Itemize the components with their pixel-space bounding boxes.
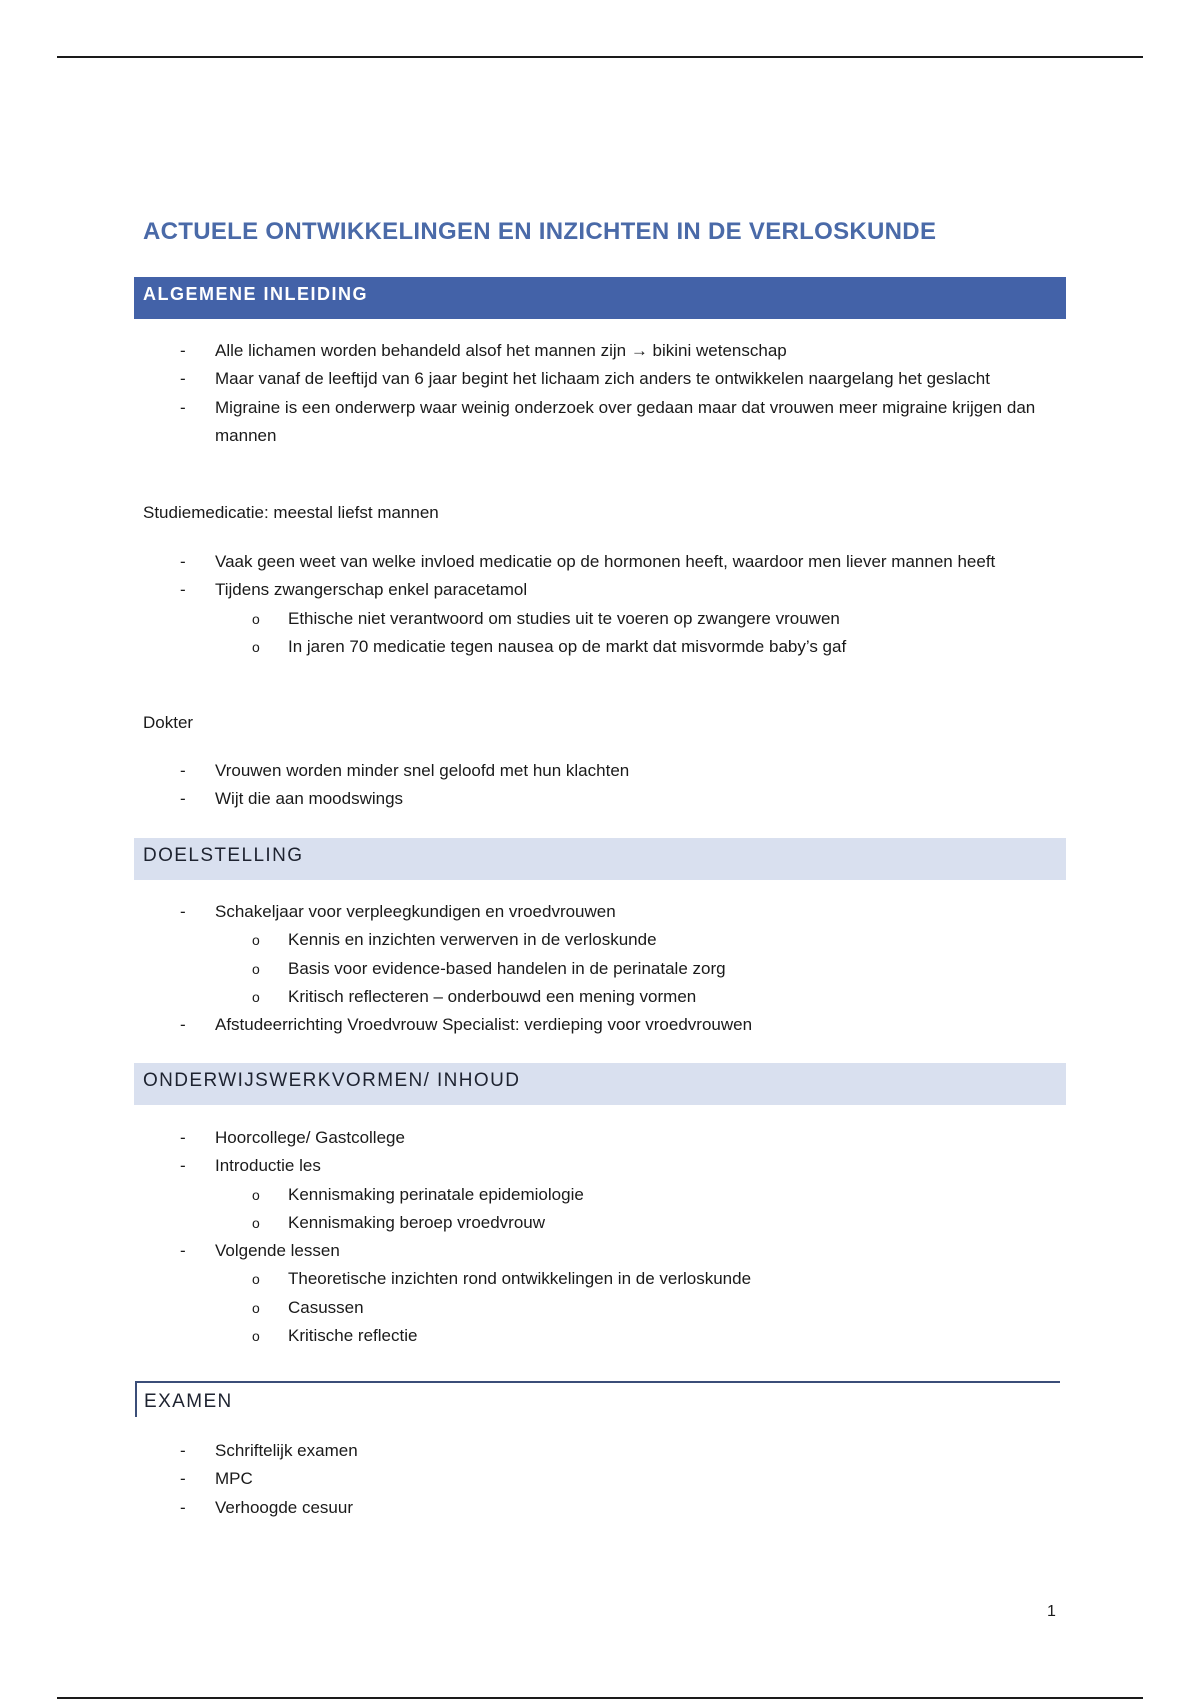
sub-list-item: o Basis voor evidence-based handelen in de perinatale zorg xyxy=(0,955,1200,983)
dash-bullet: - xyxy=(180,369,186,389)
circle-bullet: o xyxy=(252,1299,260,1316)
dash-bullet: - xyxy=(180,552,186,571)
studiemedicatie-list xyxy=(0,548,1200,661)
list-item: - Introductie les xyxy=(0,1152,1200,1180)
onderwijs-list xyxy=(0,1124,1200,1350)
circle-bullet: o xyxy=(252,638,260,655)
list-item: - Vaak geen weet van welke invloed medicatie op de hormonen heeft, waardoor men liever mannen heeft xyxy=(0,548,1200,576)
dash-bullet: - xyxy=(180,1128,186,1147)
list-item: - Maar vanaf de leeftijd van 6 jaar begint het lichaam zich anders te ontwikkelen naargelang het geslacht xyxy=(0,365,1200,393)
examen-list xyxy=(0,1437,1200,1522)
paragraph-studiemedicatie: Studiemedicatie: meestal liefst mannen xyxy=(143,503,439,522)
section-heading-inleiding: ALGEMENE INLEIDING xyxy=(134,277,1066,319)
sub-list-item: o Casussen xyxy=(0,1294,1200,1322)
dash-bullet: - xyxy=(180,341,186,360)
page-bottom-rule xyxy=(57,1697,1143,1699)
sub-list-item: o Theoretische inzichten rond ontwikkelingen in de verloskunde xyxy=(0,1265,1200,1293)
list-item: - MPC xyxy=(0,1465,1200,1493)
circle-bullet: o xyxy=(252,960,260,977)
list-item: - Hoorcollege/ Gastcollege xyxy=(0,1124,1200,1152)
list-item: - Tijdens zwangerschap enkel paracetamol xyxy=(0,576,1200,604)
dash-bullet: - xyxy=(180,397,186,417)
dash-bullet: - xyxy=(180,1015,186,1035)
dash-bullet: - xyxy=(180,1156,186,1176)
circle-bullet: o xyxy=(252,932,260,949)
list-item: - Wijt die aan moodswings xyxy=(0,785,1200,813)
page-number: 1 xyxy=(1047,1603,1056,1620)
circle-bullet: o xyxy=(252,1271,260,1288)
dash-bullet: - xyxy=(180,789,186,809)
list-item: - Schriftelijk examen xyxy=(0,1437,1200,1465)
list-item: - Volgende lessen xyxy=(0,1237,1200,1265)
dash-bullet: - xyxy=(180,580,186,600)
list-item: - Migraine is een onderwerp waar weinig onderzoek over gedaan maar dat vrouwen meer migraine krijgen dan mannen xyxy=(0,394,1200,451)
list-item: - Afstudeerrichting Vroedvrouw Specialist: verdieping voor vroedvrouwen xyxy=(0,1011,1200,1039)
dash-bullet: - xyxy=(180,1241,186,1261)
section-heading-doelstelling: DOELSTELLING xyxy=(134,838,1066,880)
circle-bullet: o xyxy=(252,988,260,1005)
circle-bullet: o xyxy=(252,1328,260,1345)
sub-list-item: o Kritisch reflecteren – onderbouwd een mening vormen xyxy=(0,983,1200,1011)
circle-bullet: o xyxy=(252,1186,260,1203)
doelstelling-list xyxy=(0,898,1200,1039)
list-item: - Alle lichamen worden behandeld alsof het mannen zijn → bikini wetenschap xyxy=(0,337,1200,365)
circle-bullet: o xyxy=(252,1214,260,1231)
sub-list-item: o Ethische niet verantwoord om studies uit te voeren op zwangere vrouwen xyxy=(0,605,1200,633)
sub-list-item: o Kennis en inzichten verwerven in de verloskunde xyxy=(0,926,1200,954)
dash-bullet: - xyxy=(180,902,186,921)
list-item: - Schakeljaar voor verpleegkundigen en vroedvrouwen xyxy=(0,898,1200,926)
dash-bullet: - xyxy=(180,1469,186,1489)
sub-list-item: o Kennismaking perinatale epidemiologie xyxy=(0,1181,1200,1209)
inleiding-list xyxy=(0,337,1200,450)
dash-bullet: - xyxy=(180,1441,186,1460)
section-heading-examen: EXAMEN xyxy=(135,1381,1060,1417)
paragraph-dokter: Dokter xyxy=(143,713,194,732)
sub-list-item: o Kennismaking beroep vroedvrouw xyxy=(0,1209,1200,1237)
dokter-list xyxy=(0,757,1200,814)
sub-list-item: o Kritische reflectie xyxy=(0,1322,1200,1350)
dash-bullet: - xyxy=(180,1497,186,1517)
document-title: ACTUELE ONTWIKKELINGEN EN INZICHTEN IN DE VERLOSKUNDE xyxy=(143,218,937,245)
circle-bullet: o xyxy=(252,610,260,627)
sub-list-item: o In jaren 70 medicatie tegen nausea op de markt dat misvormde baby’s gaf xyxy=(0,633,1200,661)
list-item: - Verhoogde cesuur xyxy=(0,1494,1200,1522)
list-item: - Vrouwen worden minder snel geloofd met hun klachten xyxy=(0,757,1200,785)
dash-bullet: - xyxy=(180,761,186,780)
section-heading-onderwijs: ONDERWIJSWERKVORMEN/ INHOUD xyxy=(134,1063,1066,1105)
